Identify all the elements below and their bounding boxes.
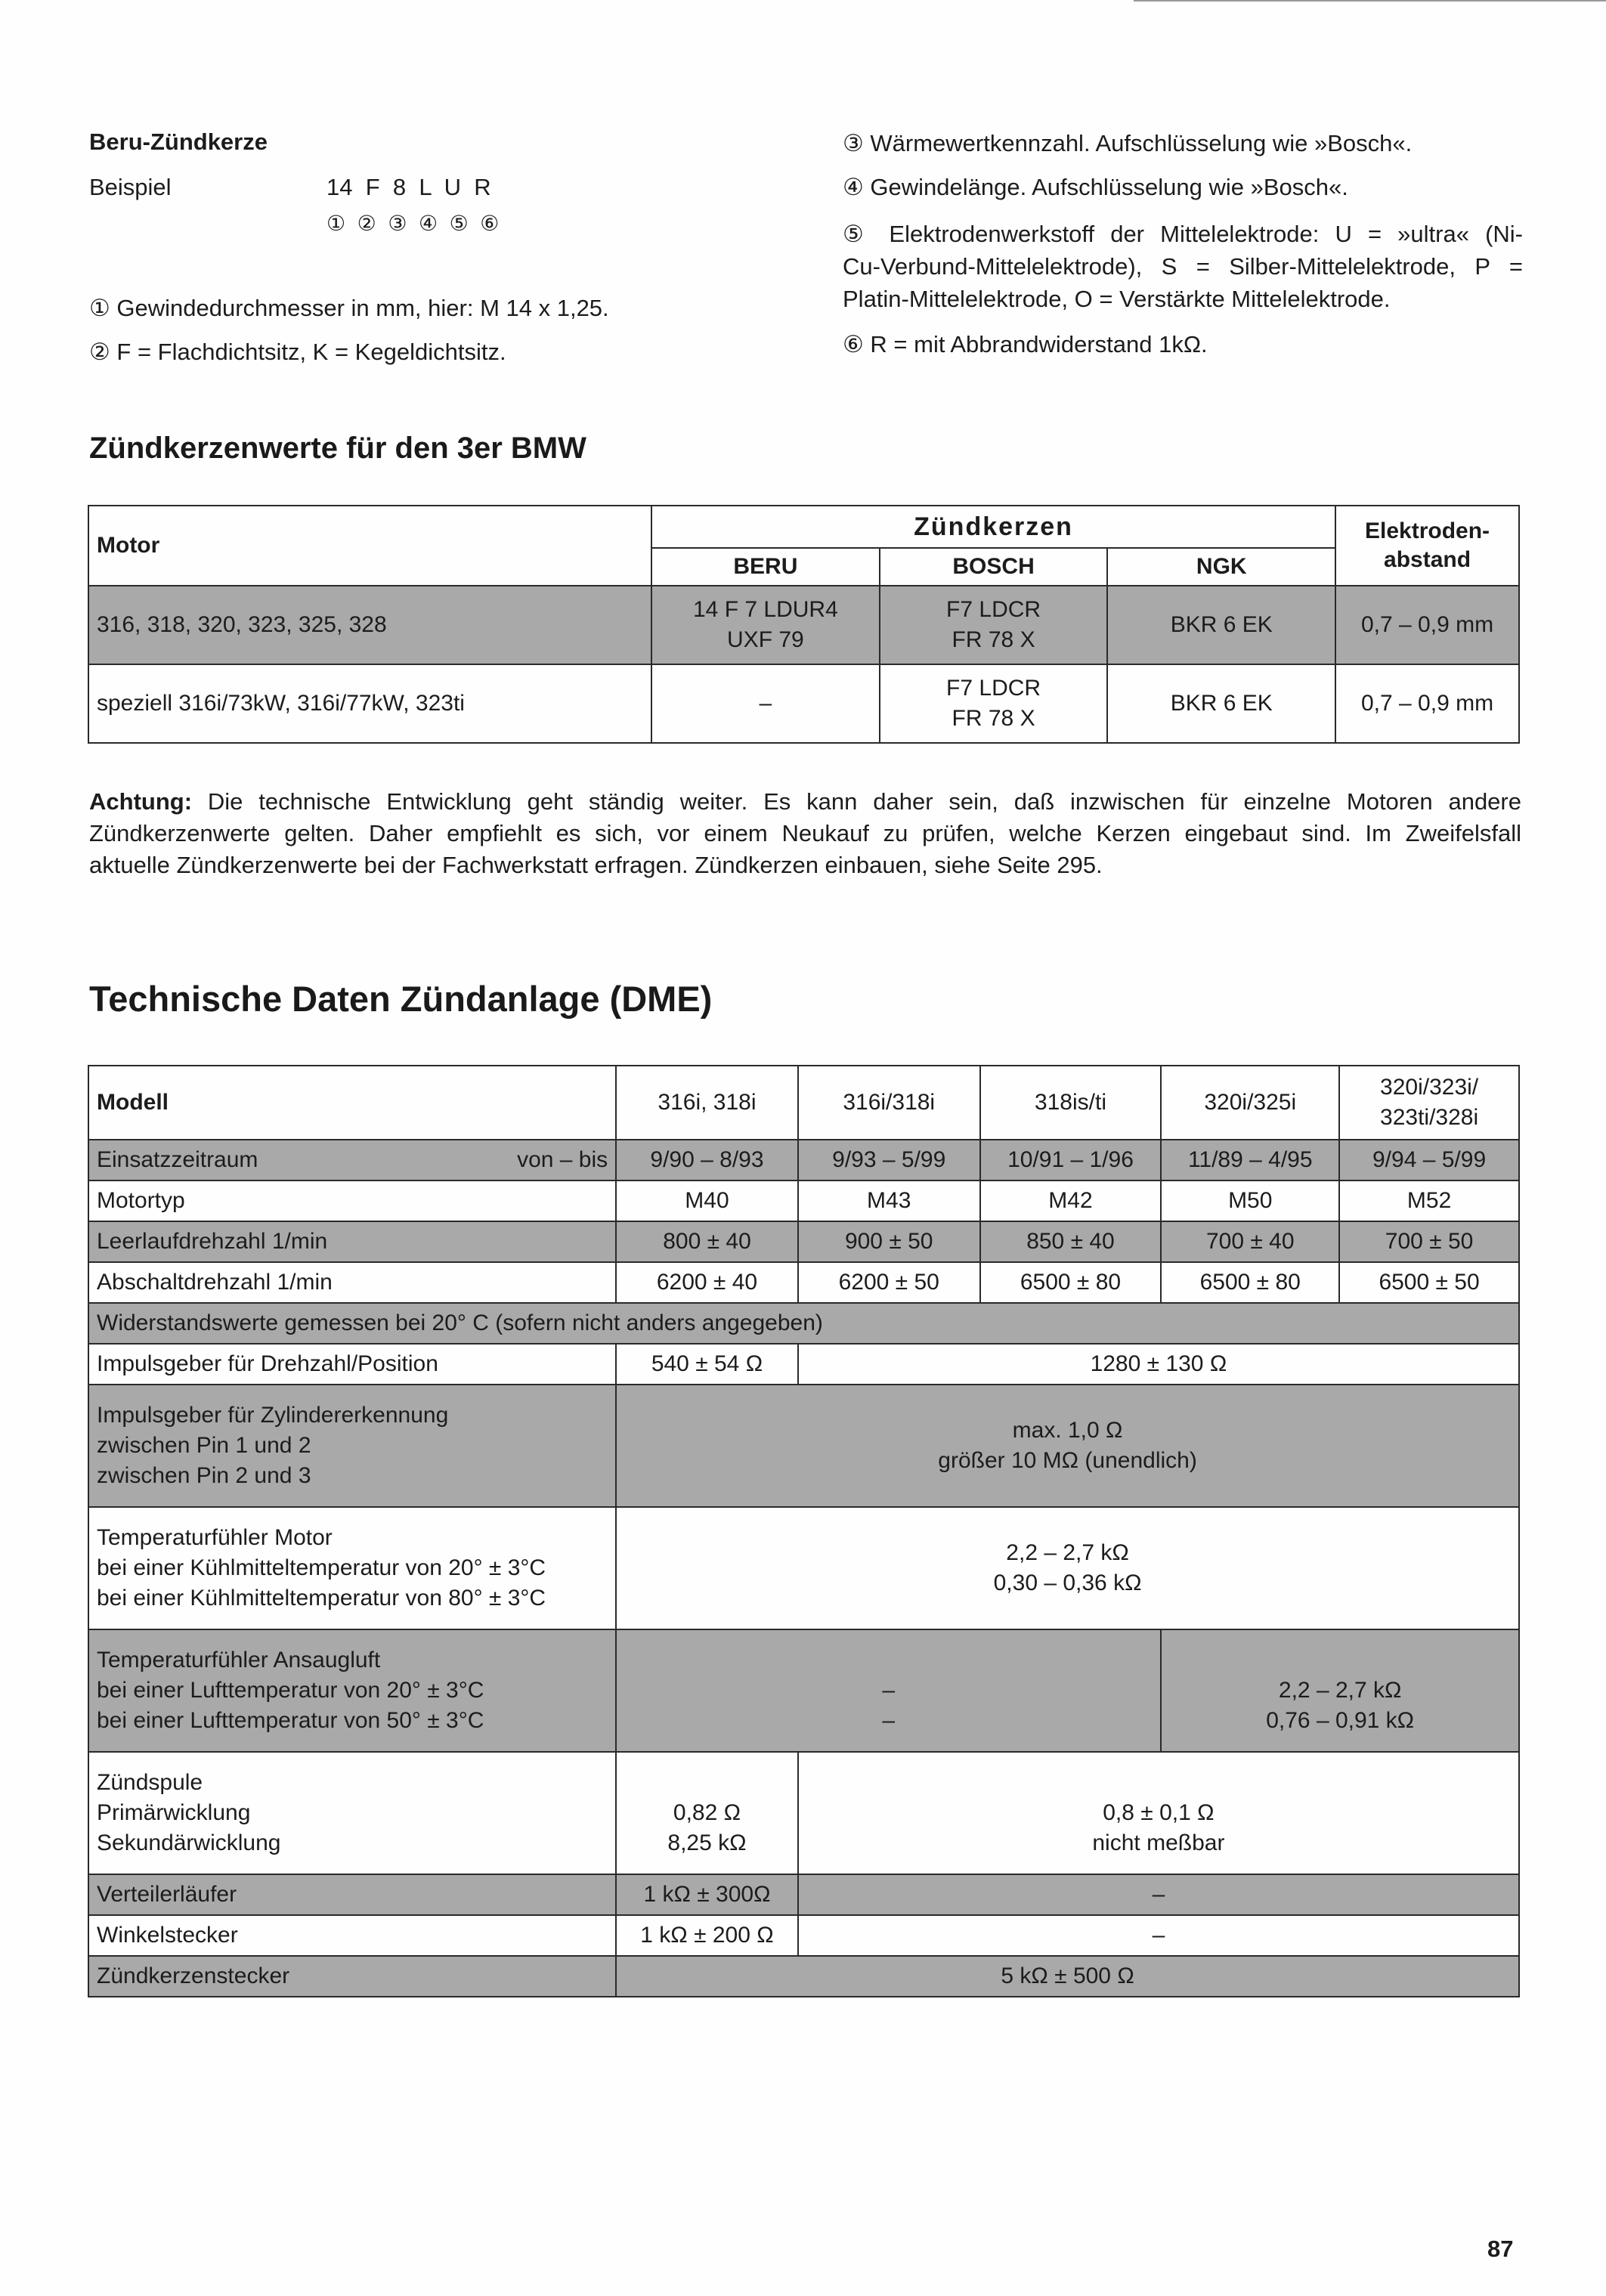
- table-row: [88, 1344, 1519, 1385]
- beru-cell: –: [651, 664, 880, 743]
- table-row: [88, 1874, 1519, 1915]
- model-5: 320i/323i/ 323ti/328i: [1339, 1066, 1519, 1140]
- top-rule: [1134, 0, 1606, 2]
- bosch-cell: F7 LDCR FR 78 X: [880, 664, 1108, 743]
- table-row: [88, 1180, 1519, 1221]
- zuendspule-a: 0,82 Ω 8,25 kΩ: [616, 1752, 798, 1874]
- model-4: 320i/325i: [1161, 1066, 1339, 1140]
- winkel-rest: –: [798, 1915, 1519, 1956]
- abschalt-5: 6500 ± 50: [1339, 1262, 1519, 1303]
- temp-motor-label: Temperaturfühler Motor bei einer Kühlmitteltemperatur von 20° ± 3°C bei einer Kühlmitteltemperatur von 80° ± 3°C: [88, 1507, 616, 1629]
- example-label: Beispiel: [89, 174, 172, 200]
- bosch-header: BOSCH: [880, 548, 1108, 586]
- beru-note-5a: ⑤ Elektrodenwerkstoff der Mittelelektrode: U = »ultra« (Ni-: [843, 221, 1523, 247]
- widerstand-note: Widerstandswerte gemessen bei 20° C (sofern nicht anders angegeben): [88, 1303, 1519, 1344]
- verteiler-label: Verteilerläufer: [88, 1874, 616, 1915]
- model-1: 316i, 318i: [616, 1066, 798, 1140]
- attention-line-2: Zündkerzenwerte gelten. Daher empfiehlt es sich, vor einem Neukauf zu prüfen, welche Kerzen eingebaut sind. Im Zweifelsfall: [89, 820, 1521, 846]
- beru-note-4: ④ Gewindelänge. Aufschlüsselung wie »Bosch«.: [843, 174, 1348, 200]
- table-row: [88, 1140, 1519, 1180]
- beru-header: BERU: [651, 548, 880, 586]
- impuls-zyl-values: max. 1,0 Ω größer 10 MΩ (unendlich): [616, 1385, 1519, 1507]
- table-row: [88, 1262, 1519, 1303]
- motortyp-1: M40: [616, 1180, 798, 1221]
- table-row: [88, 1385, 1519, 1507]
- beru-note-2: ② F = Flachdichtsitz, K = Kegeldichtsitz.: [89, 339, 506, 365]
- page-number: 87: [1487, 2236, 1514, 2262]
- abschalt-1: 6200 ± 40: [616, 1262, 798, 1303]
- motortyp-4: M50: [1161, 1180, 1339, 1221]
- einsatz-1: 9/90 – 8/93: [616, 1140, 798, 1180]
- ngk-cell: BKR 6 EK: [1107, 586, 1335, 664]
- table-row: [88, 1629, 1519, 1752]
- table-row: [88, 1752, 1519, 1874]
- table-row: [88, 586, 1519, 664]
- table-row: [88, 1956, 1519, 1997]
- beru-note-5c: Platin-Mittelelektrode, O = Verstärkte Mittelelektrode.: [843, 286, 1391, 312]
- model-2: 316i/318i: [798, 1066, 980, 1140]
- dme-table: [88, 1065, 1520, 1997]
- ngk-cell: BKR 6 EK: [1107, 664, 1335, 743]
- bosch-cell: F7 LDCR FR 78 X: [880, 586, 1108, 664]
- plugs-group-header: Zündkerzen: [651, 506, 1335, 548]
- temp-motor-values: 2,2 – 2,7 kΩ 0,30 – 0,36 kΩ: [616, 1507, 1519, 1629]
- beru-note-1: ① Gewindedurchmesser in mm, hier: M 14 x 1,25.: [89, 295, 609, 321]
- impuls-drehzahl-label: Impulsgeber für Drehzahl/Position: [88, 1344, 616, 1385]
- example-markers: ① ② ③ ④ ⑤ ⑥: [326, 212, 500, 235]
- zuendspule-b: 0,8 ± 0,1 Ω nicht meßbar: [798, 1752, 1519, 1874]
- motor-header: Motor: [88, 506, 651, 586]
- abschalt-label: Abschaltdrehzahl 1/min: [88, 1262, 616, 1303]
- modell-header: Modell: [88, 1066, 616, 1140]
- example-code: 14 F 8 L U R: [326, 174, 491, 200]
- verteiler-rest: –: [798, 1874, 1519, 1915]
- motor-cell: 316, 318, 320, 323, 325, 328: [88, 586, 651, 664]
- ngk-header: NGK: [1107, 548, 1335, 586]
- motortyp-2: M43: [798, 1180, 980, 1221]
- attention-label: Achtung:: [89, 788, 193, 815]
- motortyp-label: Motortyp: [88, 1180, 616, 1221]
- leerlauf-2: 900 ± 50: [798, 1221, 980, 1262]
- model-3: 318is/ti: [980, 1066, 1162, 1140]
- temp-ansaug-label: Temperaturfühler Ansaugluft bei einer Lufttemperatur von 20° ± 3°C bei einer Lufttemperatur von 50° ± 3°C: [88, 1629, 616, 1752]
- leerlauf-3: 850 ± 40: [980, 1221, 1162, 1262]
- gap-header: Elektroden- abstand: [1335, 506, 1519, 586]
- beru-note-6: ⑥ R = mit Abbrandwiderstand 1kΩ.: [843, 331, 1208, 357]
- table-row: [88, 1507, 1519, 1629]
- leerlauf-label: Leerlaufdrehzahl 1/min: [88, 1221, 616, 1262]
- impuls-drehzahl-1: 540 ± 54 Ω: [616, 1344, 798, 1385]
- impuls-drehzahl-rest: 1280 ± 130 Ω: [798, 1344, 1519, 1385]
- winkel-label: Winkelstecker: [88, 1915, 616, 1956]
- verteiler-1: 1 kΩ ± 300Ω: [616, 1874, 798, 1915]
- winkel-1: 1 kΩ ± 200 Ω: [616, 1915, 798, 1956]
- beru-cell: 14 F 7 LDUR4 UXF 79: [651, 586, 880, 664]
- motortyp-3: M42: [980, 1180, 1162, 1221]
- beru-note-5b: Cu-Verbund-Mittelelektrode), S = Silber-Mittelelektrode, P =: [843, 253, 1523, 280]
- kerzenstecker-label: Zündkerzenstecker: [88, 1956, 616, 1997]
- leerlauf-4: 700 ± 40: [1161, 1221, 1339, 1262]
- gap-cell: 0,7 – 0,9 mm: [1335, 586, 1519, 664]
- table-row: [88, 664, 1519, 743]
- attention-line-1: Achtung: Die technische Entwicklung geht ständig weiter. Es kann daher sein, daß inzwischen für einzelne Motoren andere: [89, 788, 1521, 815]
- einsatz-3: 10/91 – 1/96: [980, 1140, 1162, 1180]
- beru-title: Beru-Zündkerze: [89, 128, 268, 155]
- einsatz-4: 11/89 – 4/95: [1161, 1140, 1339, 1180]
- table-row: [88, 1915, 1519, 1956]
- zuendspule-label: Zündspule Primärwicklung Sekundärwicklung: [88, 1752, 616, 1874]
- leerlauf-1: 800 ± 40: [616, 1221, 798, 1262]
- dme-heading: Technische Daten Zündanlage (DME): [89, 979, 713, 1019]
- table-row: [88, 1221, 1519, 1262]
- abschalt-2: 6200 ± 50: [798, 1262, 980, 1303]
- motortyp-5: M52: [1339, 1180, 1519, 1221]
- abschalt-4: 6500 ± 80: [1161, 1262, 1339, 1303]
- plug-table: [88, 505, 1520, 744]
- motor-cell: speziell 316i/73kW, 316i/77kW, 323ti: [88, 664, 651, 743]
- impuls-zyl-label: Impulsgeber für Zylindererkennung zwischen Pin 1 und 2 zwischen Pin 2 und 3: [88, 1385, 616, 1507]
- kerzenstecker-value: 5 kΩ ± 500 Ω: [616, 1956, 1519, 1997]
- abschalt-3: 6500 ± 80: [980, 1262, 1162, 1303]
- plug-heading: Zündkerzenwerte für den 3er BMW: [89, 432, 586, 465]
- leerlauf-5: 700 ± 50: [1339, 1221, 1519, 1262]
- attention-line-3: aktuelle Zündkerzenwerte bei der Fachwerkstatt erfragen. Zündkerzen einbauen, siehe Seite 295.: [89, 852, 1103, 878]
- einsatz-5: 9/94 – 5/99: [1339, 1140, 1519, 1180]
- gap-cell: 0,7 – 0,9 mm: [1335, 664, 1519, 743]
- einsatz-label: Einsatzzeitraum von – bis: [88, 1140, 616, 1180]
- temp-ansaug-values: 2,2 – 2,7 kΩ 0,76 – 0,91 kΩ: [1161, 1629, 1519, 1752]
- temp-ansaug-dashes: – –: [616, 1629, 1161, 1752]
- einsatz-2: 9/93 – 5/99: [798, 1140, 980, 1180]
- table-row: [88, 1303, 1519, 1344]
- beru-note-3: ③ Wärmewertkennzahl. Aufschlüsselung wie »Bosch«.: [843, 130, 1413, 156]
